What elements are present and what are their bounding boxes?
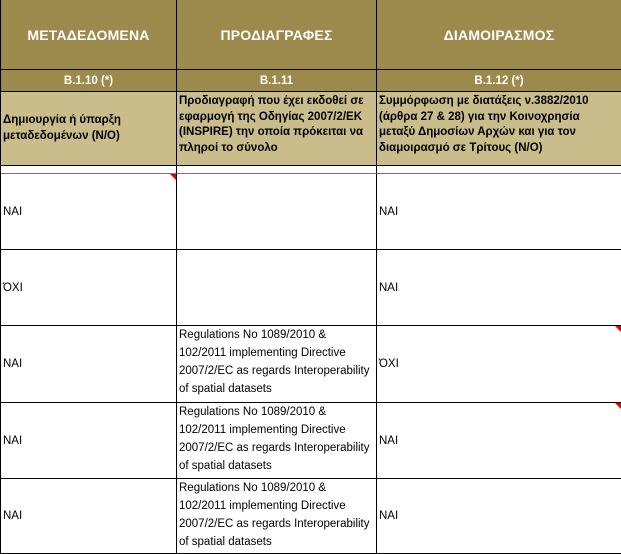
row5-sharing-cell[interactable]: [377, 479, 621, 554]
cell-value: ΝΑΙ: [379, 434, 399, 447]
cell-value: ΌΧΙ: [3, 281, 23, 294]
row3-metadata-cell[interactable]: [1, 326, 177, 403]
row5-spec-cell[interactable]: Regulations No 1089/2010 & 102/2011 implementing Directive 2007/2/EC as regards Interoperability of spatial datasets: [177, 479, 377, 554]
description-metadata-text: Δημιουργία ή ύπαρξη μεταδεδομένων (Ν/Ο): [3, 114, 121, 142]
cell-value: ΝΑΙ: [3, 358, 23, 370]
row4-sharing-cell[interactable]: [377, 403, 621, 479]
row2-metadata-cell[interactable]: [1, 250, 177, 326]
cell-value: ΝΑΙ: [3, 434, 23, 447]
spacer-cell[interactable]: [177, 166, 377, 174]
row1-metadata-cell[interactable]: [1, 174, 177, 250]
header-specifications[interactable]: ΠΡΟΔΙΑΓΡΑΦΕΣ: [177, 0, 377, 70]
description-sharing[interactable]: Συμμόρφωση με διατάξεις ν.3882/2010 (άρθρα 27 & 28) για την Κοινοχρησία μεταξύ Δημοσίων Αρχών και για τον διαμοιρασμό σε Τρίτους (Ν/Ο): [377, 92, 621, 166]
cell-value: ΝΑΙ: [379, 281, 399, 294]
cell-value: ΝΑΙ: [3, 510, 23, 522]
code-cell-b1-10[interactable]: B.1.10 (*): [1, 70, 177, 92]
row3-sharing-cell[interactable]: [377, 326, 621, 403]
header-sharing[interactable]: ΔΙΑΜΟΙΡΑΣΜΟΣ: [377, 0, 621, 70]
code-cell-b1-12[interactable]: B.1.12 (*): [377, 70, 621, 92]
cell-value: ΝΑΙ: [3, 205, 23, 218]
cell-value: ΝΑΙ: [379, 510, 399, 522]
cell-value: ΌΧΙ: [379, 358, 399, 370]
row5-metadata-cell[interactable]: [1, 479, 177, 554]
cell-value: ΝΑΙ: [379, 205, 399, 218]
row1-sharing-cell[interactable]: [377, 174, 621, 250]
description-specifications[interactable]: Προδιαγραφή που έχει εκδοθεί σε εφαρμογή της Οδηγίας 2007/2/ΕΚ (INSPIRE) την οποία πρόκειται να πληροί το σύνολο: [177, 92, 377, 166]
row4-metadata-cell[interactable]: [1, 403, 177, 479]
row1-spec-cell[interactable]: [177, 174, 377, 250]
description-metadata[interactable]: [1, 92, 177, 166]
spacer-cell[interactable]: [1, 166, 177, 174]
row2-sharing-cell[interactable]: [377, 250, 621, 326]
row4-spec-cell[interactable]: Regulations No 1089/2010 & 102/2011 implementing Directive 2007/2/EC as regards Interoperability of spatial datasets: [177, 403, 377, 479]
header-metadata[interactable]: ΜΕΤΑΔΕΔΟΜΕΝΑ: [1, 0, 177, 70]
code-cell-b1-11[interactable]: B.1.11: [177, 70, 377, 92]
row2-spec-cell[interactable]: [177, 250, 377, 326]
spacer-cell[interactable]: [377, 166, 621, 174]
row3-spec-cell[interactable]: Regulations No 1089/2010 & 102/2011 implementing Directive 2007/2/EC as regards Interoperability of spatial datasets: [177, 326, 377, 403]
